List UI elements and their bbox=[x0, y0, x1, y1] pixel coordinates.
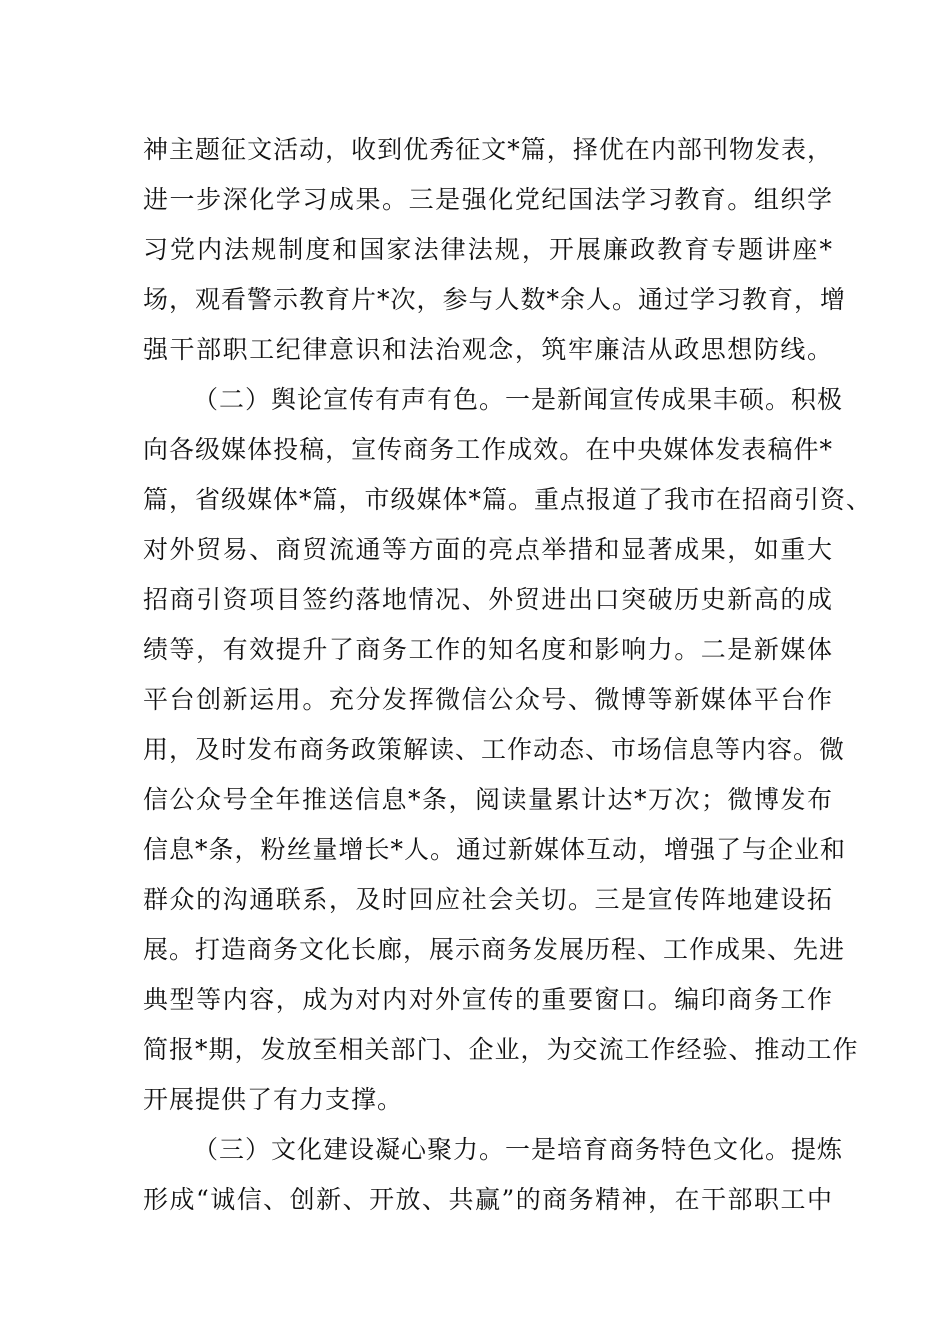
text-line: 招商引资项目签约落地情况、外贸进出口突破历史新高的成 bbox=[143, 585, 833, 614]
paragraph-end-line: 开展提供了有力支撑。 bbox=[143, 1085, 404, 1114]
text-line: 展。打造商务文化长廊，展示商务发展历程、工作成果、先进 bbox=[143, 935, 846, 964]
text-line: 向各级媒体投稿，宣传商务工作成效。在中央媒体发表稿件* bbox=[143, 435, 833, 464]
text-line: 进一步深化学习成果。三是强化党纪国法学习教育。组织学 bbox=[143, 185, 833, 214]
paragraph-start-line: （二）舆论宣传有声有色。一是新闻宣传成果丰硕。积极 bbox=[193, 385, 844, 414]
text-line: 绩等，有效提升了商务工作的知名度和影响力。二是新媒体 bbox=[143, 635, 833, 664]
text-line: 信公众号全年推送信息*条，阅读量累计达*万次；微博发布 bbox=[143, 785, 833, 814]
text-line: 场，观看警示教育片*次，参与人数*余人。通过学习教育，增 bbox=[143, 285, 847, 314]
text-line: 对外贸易、商贸流通等方面的亮点举措和显著成果，如重大 bbox=[143, 535, 833, 564]
text-line: 习党内法规制度和国家法律法规，开展廉政教育专题讲座* bbox=[143, 235, 833, 264]
text-line: 典型等内容，成为对内对外宣传的重要窗口。编印商务工作 bbox=[143, 985, 833, 1014]
text-line: 用，及时发布商务政策解读、工作动态、市场信息等内容。微 bbox=[143, 735, 846, 764]
text-line: 平台创新运用。充分发挥微信公众号、微博等新媒体平台作 bbox=[143, 685, 833, 714]
text-line: 强干部职工纪律意识和法治观念，筑牢廉洁从政思想防线。 bbox=[143, 335, 833, 364]
text-line: 群众的沟通联系，及时回应社会关切。三是宣传阵地建设拓 bbox=[143, 885, 833, 914]
text-line: 简报*期，发放至相关部门、企业，为交流工作经验、推动工作 bbox=[143, 1035, 859, 1064]
text-line: 形成“诚信、创新、开放、共赢”的商务精神，在干部职工中 bbox=[143, 1185, 833, 1214]
text-line: 信息*条，粉丝量增长*人。通过新媒体互动，增强了与企业和 bbox=[143, 835, 847, 864]
text-line: 神主题征文活动，收到优秀征文*篇，择优在内部刊物发表， bbox=[143, 135, 833, 164]
paragraph-start-line: （三）文化建设凝心聚力。一是培育商务特色文化。提炼 bbox=[193, 1135, 844, 1164]
text-line: 篇，省级媒体*篇，市级媒体*篇。重点报道了我市在招商引资、 bbox=[143, 485, 873, 514]
